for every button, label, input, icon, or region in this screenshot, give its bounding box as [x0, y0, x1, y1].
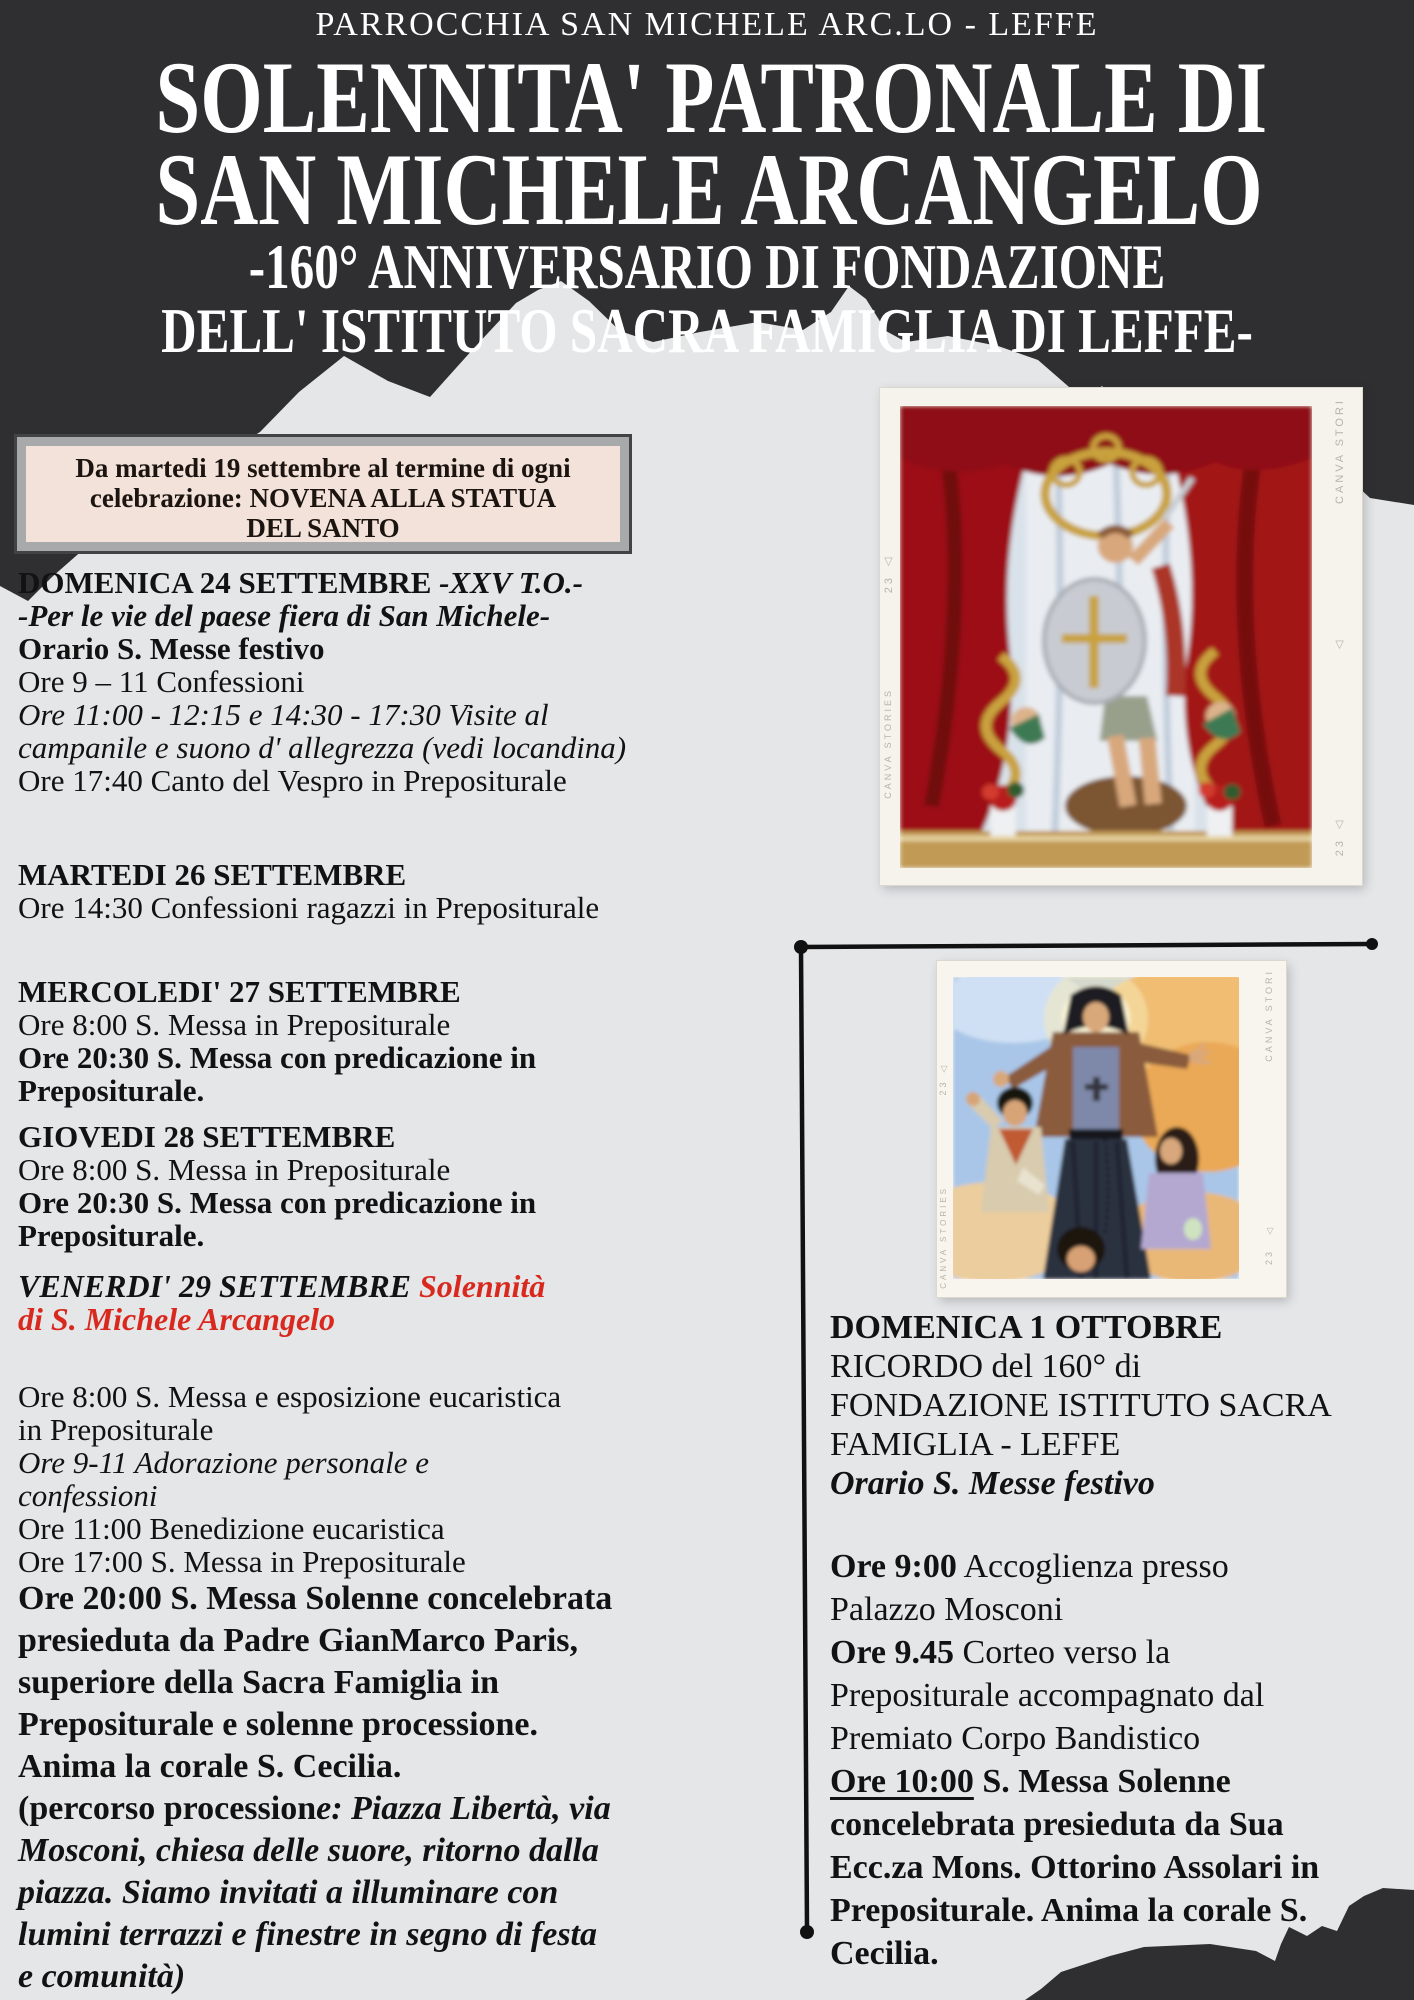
text-run: S. Messa Solenne: [973, 1763, 1231, 1800]
text-run: Prepositurale.: [18, 1218, 205, 1253]
text-line: [830, 1846, 1414, 1889]
photo-frame-mark: △: [1334, 636, 1346, 652]
text-run: e: Piazza Libertà, via: [316, 1790, 611, 1827]
text-run: Ore 20:30 S. Messa con predicazione in: [18, 1185, 537, 1220]
text-run: FONDAZIONE ISTITUTO SACRA: [830, 1387, 1332, 1424]
text-run: Cecilia.: [830, 1935, 939, 1972]
text-run: Ore 8:00 S. Messa in Prepositurale: [18, 1152, 451, 1187]
statue-photo-art: [900, 406, 1312, 868]
text-run: e comunità): [18, 1958, 186, 1995]
text-line: [830, 1760, 1414, 1803]
text-run: in Prepositurale: [18, 1412, 214, 1447]
text-line: [830, 1674, 1414, 1717]
text-line: [18, 599, 720, 632]
text-run: Ore 20:30 S. Messa con predicazione in: [18, 1040, 537, 1075]
photo-frame-mark: 23 △: [938, 1061, 948, 1096]
photo-frame-mark: 23: [1264, 1249, 1274, 1266]
text-run: MARTEDI 26 SETTEMBRE: [18, 857, 407, 892]
text-run: Ore 11:00 Benedizione eucaristica: [18, 1511, 445, 1546]
text-run: di S. Michele Arcangelo: [18, 1301, 336, 1337]
statue-photo-image: [900, 406, 1312, 868]
text-run: Prepositurale accompagnato dal: [830, 1677, 1265, 1714]
text-run: Ore 9 – 11 Confessioni: [18, 664, 305, 699]
text-line: [18, 1303, 720, 1336]
text-run: lumini terrazzi e finestre in segno di festa: [18, 1916, 597, 1953]
text-line: [18, 1620, 720, 1662]
text-line: [830, 1631, 1414, 1674]
schedule-domenica-1-ottobre-times: [830, 1545, 1414, 1975]
text-line: [18, 1008, 720, 1041]
text-run: Palazzo Mosconi: [830, 1591, 1064, 1628]
text-line: [18, 1512, 720, 1545]
text-run: -XXV T.O.-: [439, 565, 584, 600]
text-line: [18, 891, 720, 924]
poster-subtitle-line1: -160° ANNIVERSARIO DI FONDAZIONE: [248, 232, 1166, 302]
text-line: [18, 1479, 720, 1512]
text-run: piazza. Siamo invitati a illuminare con: [18, 1874, 559, 1911]
poster-subtitle-line2: DELL' ISTITUTO SACRA FAMIGLIA DI LEFFE-: [161, 296, 1253, 366]
text-run: Ore 9:00: [830, 1548, 957, 1585]
text-run: FAMIGLIA - LEFFE: [830, 1426, 1121, 1463]
text-line: [18, 1662, 720, 1704]
text-run: Ore 9-11 Adorazione personale e: [18, 1445, 429, 1480]
text-line: [830, 1889, 1414, 1932]
text-line: [830, 1803, 1414, 1846]
text-run: Ecc.za Mons. Ottorino Assolari in: [830, 1849, 1320, 1886]
text-line: [18, 764, 720, 797]
text-run: Premiato Corpo Bandistico: [830, 1720, 1201, 1757]
text-line: [18, 1120, 720, 1153]
text-line: [18, 566, 720, 599]
text-line: [18, 632, 720, 665]
text-line: [18, 1746, 720, 1788]
text-run: Ore 8:00 S. Messa in Prepositurale: [18, 1007, 451, 1042]
text-line: [830, 1717, 1414, 1760]
text-line: [18, 1153, 720, 1186]
text-run: Ore 8:00 S. Messa e esposizione eucaristica: [18, 1379, 562, 1414]
text-line: [18, 1380, 720, 1413]
poster-title-line1: SOLENNITA' PATRONALE DI: [155, 41, 1268, 155]
text-run: Accoglienza presso: [956, 1548, 1229, 1585]
text-line: [18, 1186, 720, 1219]
painting-photo-image: [953, 977, 1239, 1279]
text-run: DOMENICA 1 OTTOBRE: [830, 1309, 1223, 1346]
text-line: [18, 1956, 720, 1998]
photo-frame-mark: 23 △: [1334, 816, 1346, 857]
text-line: [830, 1588, 1414, 1631]
text-run: -Per le vie del paese fiera di San Michele-: [18, 598, 551, 633]
schedule-martedi-26: [18, 858, 720, 924]
text-run: confessioni: [18, 1478, 158, 1513]
schedule-domenica-1-ottobre-heading: [830, 1308, 1414, 1503]
text-line: [830, 1425, 1414, 1464]
text-line: [18, 1074, 720, 1107]
text-line: [18, 1872, 720, 1914]
parish-name: PARROCCHIA SAN MICHELE ARC.LO - LEFFE: [315, 6, 1099, 43]
text-run: Prepositurale.: [18, 1073, 205, 1108]
text-line: [18, 1704, 720, 1746]
text-run: Ore 10:00: [830, 1763, 974, 1800]
text-run: Prepositurale. Anima la corale S.: [830, 1892, 1308, 1929]
text-line: [830, 1386, 1414, 1425]
text-line: [18, 1914, 720, 1956]
schedule-domenica-24: [18, 566, 720, 797]
text-line: [830, 1308, 1414, 1347]
text-line: [18, 1446, 720, 1479]
novena-line: Da martedi 19 settembre al termine di ogni: [75, 453, 571, 483]
text-line: [18, 975, 720, 1008]
text-run: VENERDI' 29 SETTEMBRE: [18, 1268, 419, 1304]
novena-line: DEL SANTO: [246, 513, 400, 543]
photo-frame-brand-mark: CANVA STORI: [1334, 398, 1346, 504]
text-line: [18, 698, 720, 731]
text-line: [18, 731, 720, 764]
text-run: Ore 14:30 Confessioni ragazzi in Prepositurale: [18, 890, 600, 925]
photo-frame-mark: 23 △: [883, 553, 895, 594]
text-run: Orario S. Messe festivo: [18, 631, 325, 666]
text-line: [18, 1578, 720, 1620]
text-line: [830, 1464, 1414, 1503]
poster-title-line2: SAN MICHELE ARCANGELO: [155, 133, 1263, 247]
text-line: [830, 1347, 1414, 1386]
text-line: [18, 1788, 720, 1830]
photo-frame-brand-mark: CANVA STORIES: [883, 688, 893, 799]
text-line: [830, 1545, 1414, 1588]
novena-line: celebrazione: NOVENA ALLA STATUA: [89, 483, 557, 513]
text-run: Ore 17:00 S. Messa in Prepositurale: [18, 1544, 466, 1579]
text-line: [18, 1270, 720, 1303]
text-run: (percorso procession: [18, 1790, 317, 1827]
schedule-venerdi-29-solemn-mass: [18, 1578, 720, 1998]
painting-photo-art: [953, 977, 1239, 1279]
text-line: [18, 665, 720, 698]
schedule-venerdi-29-times: [18, 1380, 720, 1578]
photo-statue-san-michele: [880, 388, 1362, 885]
text-run: concelebrata presieduta da Sua: [830, 1806, 1284, 1843]
photo-istituto-sacra-famiglia: [937, 961, 1286, 1297]
photo-frame-mark: △: [1264, 1223, 1274, 1236]
novena-box: [17, 437, 629, 551]
text-run: Ore 20:00 S. Messa Solenne concelebrata: [18, 1580, 613, 1617]
text-run: Ore 9.45: [830, 1634, 955, 1671]
text-line: [830, 1932, 1414, 1975]
text-run: Prepositurale e solenne processione.: [18, 1706, 539, 1743]
text-run: Solennità: [419, 1268, 546, 1304]
text-run: DOMENICA 24 SETTEMBRE: [18, 565, 440, 600]
text-run: Corteo verso la: [954, 1634, 1171, 1671]
text-run: MERCOLEDI' 27 SETTEMBRE: [18, 974, 461, 1009]
text-line: [18, 1041, 720, 1074]
text-run: campanile e suono d' allegrezza (vedi locandina): [18, 730, 627, 765]
text-line: [18, 1219, 720, 1252]
text-run: Orario S. Messe festivo: [830, 1465, 1155, 1502]
text-line: [18, 858, 720, 891]
text-line: [18, 1413, 720, 1446]
text-run: Mosconi, chiesa delle suore, ritorno dalla: [18, 1832, 599, 1869]
text-line: [18, 1545, 720, 1578]
text-run: GIOVEDI 28 SETTEMBRE: [18, 1119, 396, 1154]
text-run: Ore 11:00 - 12:15 e 14:30 - 17:30 Visite al: [18, 697, 549, 732]
photo-frame-brand-mark: CANVA STORI: [1264, 969, 1274, 1062]
photo-frame-brand-mark: CANVA STORIES: [939, 1186, 948, 1289]
text-run: superiore della Sacra Famiglia in: [18, 1664, 500, 1701]
text-run: Anima la corale S. Cecilia.: [18, 1748, 402, 1785]
schedule-giovedi-28: [18, 1120, 720, 1252]
text-run: RICORDO del 160° di: [830, 1348, 1142, 1385]
text-run: presieduta da Padre GianMarco Paris,: [18, 1622, 579, 1659]
text-run: Ore 17:40 Canto del Vespro in Prepositurale: [18, 763, 567, 798]
schedule-venerdi-29-heading: [18, 1270, 720, 1336]
schedule-mercoledi-27: [18, 975, 720, 1107]
text-line: [18, 1830, 720, 1872]
